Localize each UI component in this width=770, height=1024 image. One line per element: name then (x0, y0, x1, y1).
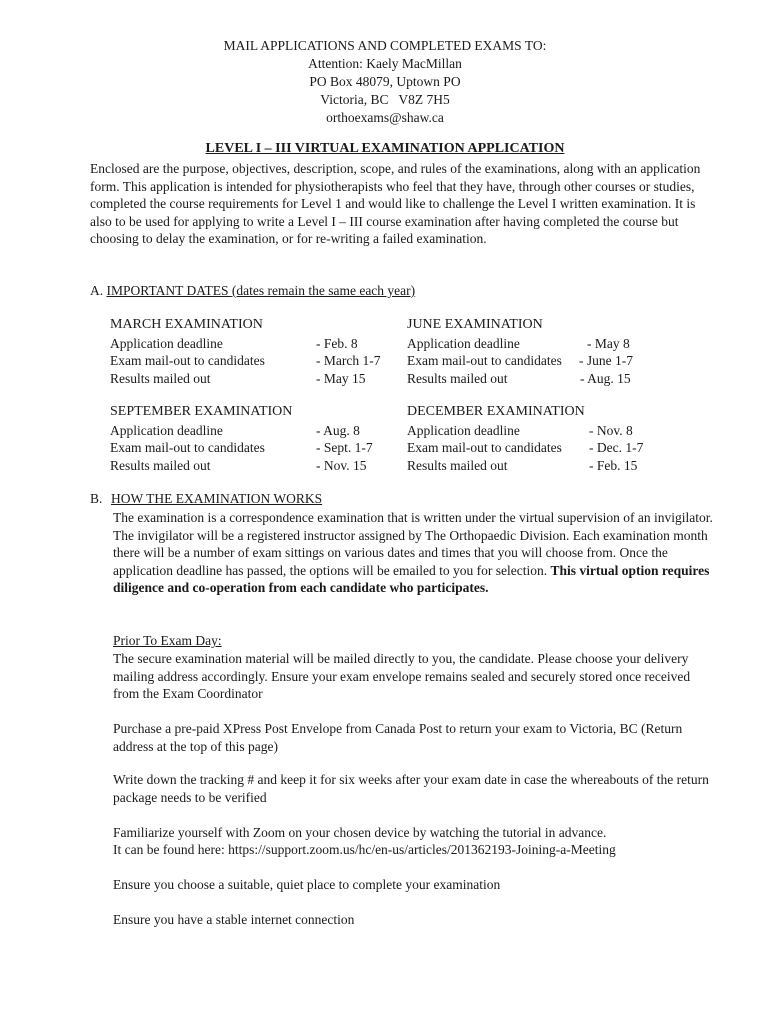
exam-row: Exam mail-out to candidates - Dec. 1-7 (407, 440, 644, 456)
exam-row: Results mailed out - May 15 (110, 370, 366, 386)
prior-paragraph-1: The secure examination material will be mailed directly to you, the candidate. Please choose your delivery mailing address accordingly. Ensure your exam envelope remains sealed and securely stored once received from the Exam Coordinator (113, 651, 691, 702)
exam-block-december (407, 403, 707, 474)
intro-paragraph: Enclosed are the purpose, objectives, description, scope, and rules of the examinations, along with an application form. This application is intended for physiotherapists who feel that they have, through other courses or studies, completed the course requirements for Level 1 and would like to challenge the Level I written examination. It is also to be used for applying to write a Level I – III course examination after having completed the course but choosing to delay the examination, or for re-writing a failed examination. (90, 161, 701, 247)
exam-row: Exam mail-out to candidates - June 1-7 (407, 353, 633, 369)
exam-block-march (110, 316, 390, 387)
address-po-box: PO Box 48079, Uptown PO (309, 74, 461, 89)
prior-heading: Prior To Exam Day: (113, 633, 222, 648)
address-city: Victoria, BC V8Z 7H5 (320, 92, 450, 107)
document-title: LEVEL I – III VIRTUAL EXAMINATION APPLICATION (205, 141, 565, 156)
prior-paragraph-4b: It can be found here: https://support.zoom.us/hc/en-us/articles/201362193-Joining-a-Meeting (113, 842, 616, 857)
exam-row: Exam mail-out to candidates - Sept. 1-7 (110, 440, 373, 456)
exam-row: Results mailed out - Feb. 15 (407, 457, 638, 473)
section-a-heading (90, 283, 415, 299)
prior-paragraph-6: Ensure you have a stable internet connection (113, 912, 355, 927)
address-email: orthoexams@shaw.ca (326, 110, 444, 125)
exam-row: Results mailed out - Aug. 15 (407, 370, 631, 386)
exam-row: Application deadline - Feb. 8 (110, 335, 358, 351)
exam-row: Exam mail-out to candidates - March 1-7 (110, 353, 381, 369)
address-attention: Attention: Kaely MacMillan (308, 56, 462, 71)
mailing-address-block (0, 37, 770, 127)
exam-block-june (407, 316, 707, 387)
prior-paragraph-3: Write down the tracking # and keep it for six weeks after your exam date in case the whereabouts of the return package needs to be verified (113, 772, 709, 805)
exam-row: Application deadline - Nov. 8 (407, 422, 633, 438)
exam-heading: SEPTEMBER EXAMINATION (110, 404, 293, 419)
exam-heading: MARCH EXAMINATION (110, 317, 263, 332)
exam-heading: DECEMBER EXAMINATION (407, 404, 585, 419)
address-heading: MAIL APPLICATIONS AND COMPLETED EXAMS TO: (223, 38, 547, 53)
section-b-heading (90, 491, 322, 507)
section-a-label: A. (90, 283, 104, 298)
section-b-body: The examination is a correspondence examination that is written under the virtual supervision of an invigilator. The invigilator will be a registered instructor assigned by The Orthopaedic Division. Each examination month there will be a number of exam sittings on various dates and times that you will choose from. Once the application deadline has passed, the options will be emailed to you for selection. This virtual option requires diligence and co-operation from each candidate who participates. (113, 510, 713, 596)
section-b-title: HOW THE EXAMINATION WORKS (111, 491, 323, 506)
exam-row: Application deadline - May 8 (407, 335, 630, 351)
exam-block-september (110, 403, 390, 474)
section-b-label: B. (90, 491, 103, 506)
exam-heading: JUNE EXAMINATION (407, 317, 543, 332)
section-b-emphasis: This virtual option requires diligence and co-operation from each candidate who participates. (113, 562, 710, 596)
prior-paragraph-5: Ensure you choose a suitable, quiet place to complete your examination (113, 877, 501, 892)
exam-row: Results mailed out - Nov. 15 (110, 457, 367, 473)
prior-paragraph-2: Purchase a pre-paid XPress Post Envelope from Canada Post to return your exam to Victoria, BC (Return address at the top of this page) (113, 721, 683, 754)
prior-paragraph-4a: Familiarize yourself with Zoom on your chosen device by watching the tutorial in advance. (113, 825, 607, 840)
exam-row: Application deadline - Aug. 8 (110, 422, 360, 438)
section-a-title: IMPORTANT DATES (dates remain the same each year) (106, 283, 416, 298)
